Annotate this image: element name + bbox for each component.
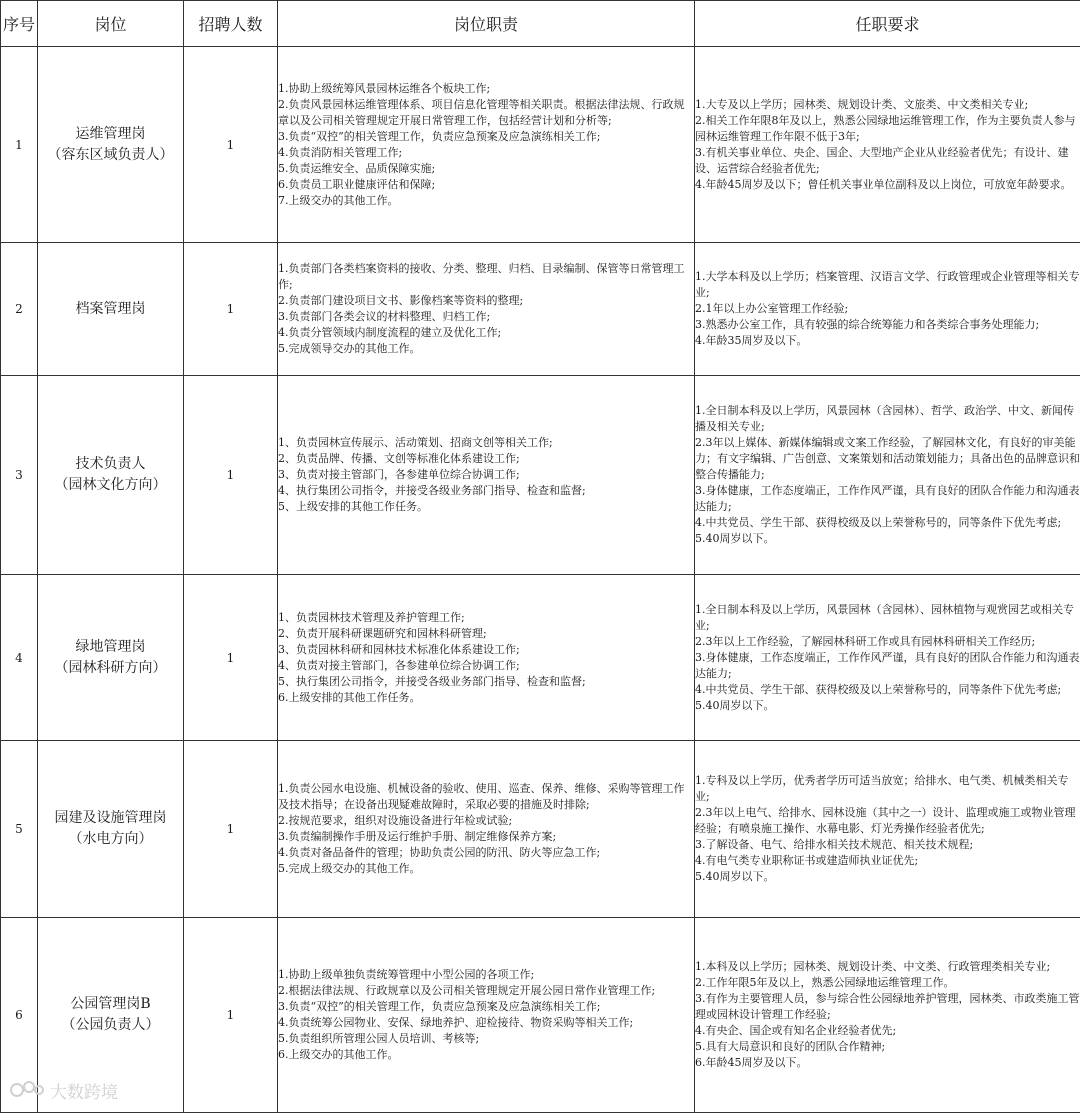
header-duties: 岗位职责 bbox=[278, 1, 695, 47]
position-cell bbox=[38, 741, 184, 918]
header-position: 岗位 bbox=[38, 1, 184, 47]
requirement-item: 4.年龄35周岁及以下。 bbox=[695, 333, 1080, 349]
duty-item: 4、负责对接主管部门，各参建单位综合协调工作; bbox=[278, 658, 694, 674]
header-count: 招聘人数 bbox=[184, 1, 278, 47]
position-title: 运维管理岗 bbox=[38, 124, 183, 145]
duty-item: 3.负责编制操作手册及运行维护手册、制定维修保养方案; bbox=[278, 829, 694, 845]
requirements-cell bbox=[695, 376, 1080, 575]
table-header-row bbox=[1, 1, 1080, 47]
requirement-item: 1.全日制本科及以上学历，风景园林（含园林）、哲学、政治学、中文、新闻传播及相关专业; bbox=[695, 403, 1080, 435]
duties-cell bbox=[278, 575, 695, 741]
duty-item: 2.按规范要求，组织对设施设备进行年检或试验; bbox=[278, 813, 694, 829]
hire-count: 1 bbox=[184, 47, 278, 243]
header-requirements: 任职要求 bbox=[695, 1, 1080, 47]
duty-item: 4、执行集团公司指令，并接受各级业务部门指导、检查和监督; bbox=[278, 483, 694, 499]
duty-item: 4.负责分管领域内制度流程的建立及优化工作; bbox=[278, 325, 694, 341]
requirement-item: 5.具有大局意识和良好的团队合作精神; bbox=[695, 1039, 1080, 1055]
requirements-cell bbox=[695, 243, 1080, 376]
position-subtitle: （园林科研方向） bbox=[38, 658, 183, 679]
duty-item: 5.负责组织所管理公园人员培训、考核等; bbox=[278, 1031, 694, 1047]
requirement-item: 5.40周岁以下。 bbox=[695, 531, 1080, 547]
duty-item: 3.负责“双控”的相关管理工作，负责应急预案及应急演练相关工作; bbox=[278, 999, 694, 1015]
duty-item: 6.上级交办的其他工作。 bbox=[278, 1047, 694, 1063]
duty-item: 4.负责对备品备件的管理；协助负责公园的防汛、防火等应急工作; bbox=[278, 845, 694, 861]
hire-count: 1 bbox=[184, 575, 278, 741]
duty-item: 5、上级安排的其他工作任务。 bbox=[278, 499, 694, 515]
table-row bbox=[1, 47, 1080, 243]
hire-count: 1 bbox=[184, 918, 278, 1113]
requirement-item: 5.40周岁以下。 bbox=[695, 869, 1080, 885]
requirement-item: 1.本科及以上学历；园林类、规划设计类、中文类、行政管理类相关专业; bbox=[695, 959, 1080, 975]
duties-cell bbox=[278, 741, 695, 918]
duty-item: 1、负责园林宣传展示、活动策划、招商文创等相关工作; bbox=[278, 435, 694, 451]
position-title: 园建及设施管理岗 bbox=[38, 808, 183, 829]
requirements-cell bbox=[695, 47, 1080, 243]
position-subtitle: （园林文化方向） bbox=[38, 475, 183, 496]
requirement-item: 1.大专及以上学历；园林类、规划设计类、文旅类、中文类相关专业; bbox=[695, 97, 1080, 113]
duties-cell bbox=[278, 376, 695, 575]
requirement-item: 2.3年以上工作经验，了解园林科研工作或具有园林科研相关工作经历; bbox=[695, 634, 1080, 650]
position-subtitle: （公园负责人） bbox=[38, 1015, 183, 1036]
hire-count: 1 bbox=[184, 741, 278, 918]
position-cell bbox=[38, 47, 184, 243]
row-number: 4 bbox=[1, 575, 38, 741]
table-row bbox=[1, 741, 1080, 918]
duty-item: 3.负责“双控”的相关管理工作，负责应急预案及应急演练相关工作; bbox=[278, 129, 694, 145]
duty-item: 5.完成领导交办的其他工作。 bbox=[278, 341, 694, 357]
table-row bbox=[1, 918, 1080, 1113]
position-title: 档案管理岗 bbox=[38, 299, 183, 320]
duties-cell bbox=[278, 243, 695, 376]
requirement-item: 3.熟悉办公室工作，具有较强的综合统筹能力和各类综合事务处理能力; bbox=[695, 317, 1080, 333]
table-row bbox=[1, 243, 1080, 376]
row-number: 2 bbox=[1, 243, 38, 376]
requirement-item: 1.大学本科及以上学历；档案管理、汉语言文学、行政管理或企业管理等相关专业; bbox=[695, 269, 1080, 301]
requirement-item: 3.了解设备、电气、给排水相关技术规范、相关技术规程; bbox=[695, 837, 1080, 853]
table-row bbox=[1, 376, 1080, 575]
duty-item: 3、负责园林科研和园林技术标准化体系建设工作; bbox=[278, 642, 694, 658]
header-no: 序号 bbox=[1, 1, 38, 47]
row-number: 3 bbox=[1, 376, 38, 575]
requirement-item: 1.专科及以上学历，优秀者学历可适当放宽；给排水、电气类、机械类相关专业; bbox=[695, 773, 1080, 805]
position-cell bbox=[38, 243, 184, 376]
position-subtitle: （容东区域负责人） bbox=[38, 145, 183, 166]
duty-item: 4.负责消防相关管理工作; bbox=[278, 145, 694, 161]
requirement-item: 2.3年以上电气、给排水、园林设施（其中之一）设计、监理或施工或物业管理经验；有喷泉施工操作、水幕电影、灯光秀操作经验者优先; bbox=[695, 805, 1080, 837]
duty-item: 2.根据法律法规、行政规章以及公司相关管理规定开展公园日常作业管理工作; bbox=[278, 983, 694, 999]
hire-count: 1 bbox=[184, 376, 278, 575]
watermark bbox=[8, 1077, 118, 1103]
requirement-item: 2.3年以上媒体、新媒体编辑或文案工作经验，了解园林文化，有良好的审美能力；有文字编辑、广告创意、文案策划和活动策划能力；具备出色的品牌意识和整合传播能力; bbox=[695, 435, 1080, 483]
requirement-item: 2.工作年限5年及以上，熟悉公园绿地运维管理工作。 bbox=[695, 975, 1080, 991]
duty-item: 1.协助上级统筹风景园林运维各个板块工作; bbox=[278, 81, 694, 97]
requirement-item: 6.年龄45周岁及以下。 bbox=[695, 1055, 1080, 1071]
requirements-cell bbox=[695, 575, 1080, 741]
duty-item: 5.负责运维安全、品质保障实施; bbox=[278, 161, 694, 177]
duty-item: 5、执行集团公司指令，并接受各级业务部门指导、检查和监督; bbox=[278, 674, 694, 690]
duty-item: 1.协助上级单独负责统筹管理中小型公园的各项工作; bbox=[278, 967, 694, 983]
requirement-item: 2.1年以上办公室管理工作经验; bbox=[695, 301, 1080, 317]
duty-item: 1.负责部门各类档案资料的接收、分类、整理、归档、目录编制、保管等日常管理工作; bbox=[278, 261, 694, 293]
position-cell bbox=[38, 376, 184, 575]
duty-item: 5.完成上级交办的其他工作。 bbox=[278, 861, 694, 877]
requirement-item: 3.身体健康，工作态度端正，工作作风严谨，具有良好的团队合作能力和沟通表达能力; bbox=[695, 483, 1080, 515]
requirements-cell bbox=[695, 918, 1080, 1113]
duty-item: 7.上级交办的其他工作。 bbox=[278, 193, 694, 209]
row-number: 5 bbox=[1, 741, 38, 918]
requirement-item: 1.全日制本科及以上学历，风景园林（含园林）、园林植物与观赏园艺或相关专业; bbox=[695, 602, 1080, 634]
duty-item: 2、负责品牌、传播、文创等标准化体系建设工作; bbox=[278, 451, 694, 467]
duty-item: 2.负责部门建设项目文书、影像档案等资料的整理; bbox=[278, 293, 694, 309]
requirement-item: 3.有作为主要管理人员，参与综合性公园绿地养护管理，园林类、市政类施工管理或园林设计管理工作经验; bbox=[695, 991, 1080, 1023]
row-number: 6 bbox=[1, 918, 38, 1113]
position-subtitle: （水电方向） bbox=[38, 829, 183, 850]
requirements-cell bbox=[695, 741, 1080, 918]
requirement-item: 4.年龄45周岁及以下；曾任机关事业单位副科及以上岗位，可放宽年龄要求。 bbox=[695, 177, 1080, 193]
position-title: 公园管理岗B bbox=[38, 994, 183, 1015]
requirement-item: 4.中共党员、学生干部、获得校级及以上荣誉称号的，同等条件下优先考虑; bbox=[695, 515, 1080, 531]
requirement-item: 3.有机关事业单位、央企、国企、大型地产企业从业经验者优先；有设计、建设、运营综合经验者优先; bbox=[695, 145, 1080, 177]
duties-cell bbox=[278, 47, 695, 243]
requirement-item: 3.身体健康，工作态度端正，工作作风严谨，具有良好的团队合作能力和沟通表达能力; bbox=[695, 650, 1080, 682]
requirement-item: 2.相关工作年限8年及以上，熟悉公园绿地运维管理工作，作为主要负责人参与园林运维管理工作年限不低于3年; bbox=[695, 113, 1080, 145]
duty-item: 1、负责园林技术管理及养护管理工作; bbox=[278, 610, 694, 626]
requirement-item: 5.40周岁以下。 bbox=[695, 698, 1080, 714]
position-title: 技术负责人 bbox=[38, 454, 183, 475]
duty-item: 6.负责员工职业健康评估和保障; bbox=[278, 177, 694, 193]
duty-item: 4.负责统筹公园物业、安保、绿地养护、迎检接待、物资采购等相关工作; bbox=[278, 1015, 694, 1031]
requirement-item: 4.中共党员、学生干部、获得校级及以上荣誉称号的，同等条件下优先考虑; bbox=[695, 682, 1080, 698]
row-number: 1 bbox=[1, 47, 38, 243]
duty-item: 2、负责开展科研课题研究和园林科研管理; bbox=[278, 626, 694, 642]
position-title: 绿地管理岗 bbox=[38, 637, 183, 658]
table-row bbox=[1, 575, 1080, 741]
requirement-item: 4.有电气类专业职称证书或建造师执业证优先; bbox=[695, 853, 1080, 869]
duty-item: 6.上级安排的其他工作任务。 bbox=[278, 690, 694, 706]
requirement-item: 4.有央企、国企或有知名企业经验者优先; bbox=[695, 1023, 1080, 1039]
duties-cell bbox=[278, 918, 695, 1113]
duty-item: 2.负责风景园林运维管理体系、项目信息化管理等相关职责。根据法律法规、行政规章以及公司相关管理规定开展日常管理工作，包括经营计划和分析等; bbox=[278, 97, 694, 129]
duty-item: 1.负责公园水电设施、机械设备的验收、使用、巡查、保养、维修、采购等管理工作及技术指导；在设备出现疑难故障时，采取必要的措施及时排除; bbox=[278, 781, 694, 813]
duty-item: 3、负责对接主管部门，各参建单位综合协调工作; bbox=[278, 467, 694, 483]
logo-icon bbox=[8, 1077, 46, 1103]
watermark-text: 大数跨境 bbox=[50, 1078, 118, 1103]
hire-count: 1 bbox=[184, 243, 278, 376]
duty-item: 3.负责部门各类会议的材料整理、归档工作; bbox=[278, 309, 694, 325]
position-cell bbox=[38, 575, 184, 741]
